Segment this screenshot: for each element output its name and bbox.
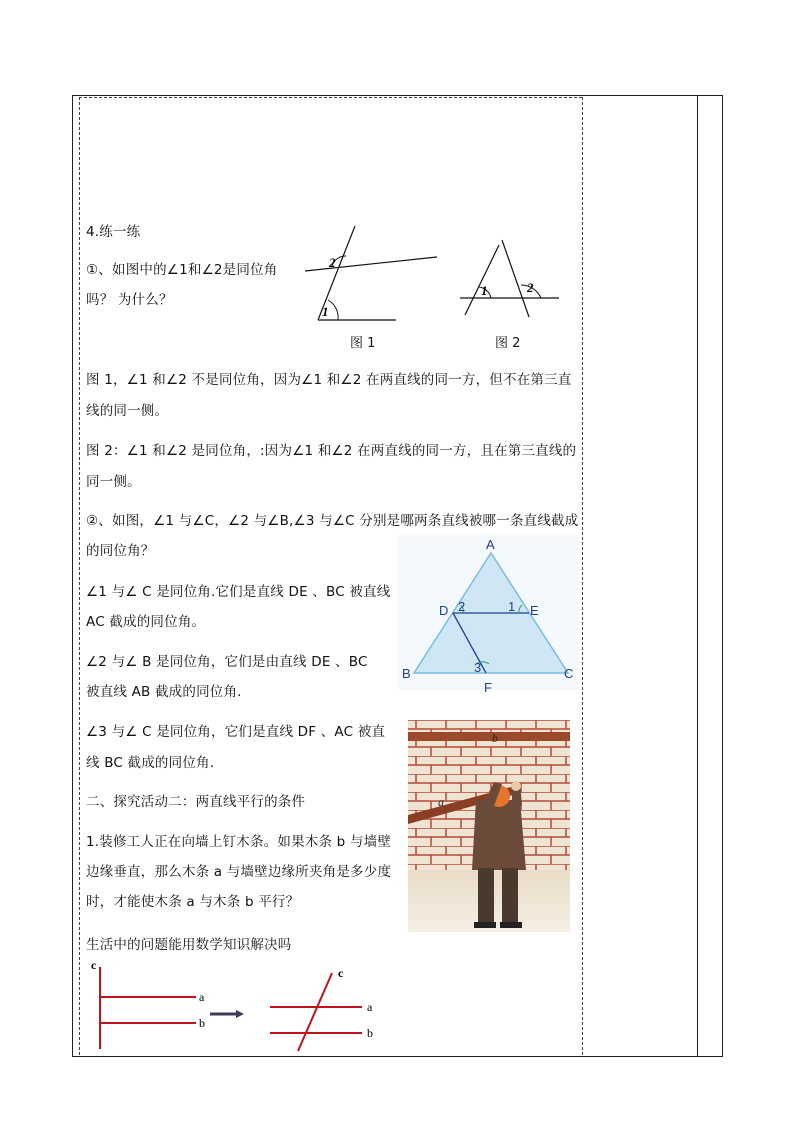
- answer-fig1-line2: 线的同一侧。: [86, 403, 169, 419]
- dashed-border-left: [79, 97, 80, 1055]
- dashed-border-top: [79, 97, 582, 98]
- problem-1-line1: 1.装修工人正在向墙上钉木条。如果木条 b 与墙壁: [86, 834, 392, 850]
- left-fig-label-c: c: [91, 958, 97, 972]
- right-fig-label-b: b: [367, 1026, 373, 1040]
- answer-fig1-line1: 图 1，∠1 和∠2 不是同位角，因为∠1 和∠2 在两直线的同一方，但不在第三直: [86, 372, 572, 388]
- worker-nailing-wood-photo: [408, 720, 570, 932]
- question-2-line2: 的同位角？: [86, 543, 155, 559]
- answer-a1-line1: ∠1 与∠ C 是同位角.它们是直线 DE 、BC 被直线: [86, 584, 391, 600]
- triangle-diagram: [398, 535, 578, 695]
- vertex-a-label: A: [486, 537, 495, 552]
- fig2-angle-2-label: 2: [527, 280, 534, 295]
- table-border-left: [72, 95, 73, 1057]
- table-border-right: [722, 95, 723, 1057]
- answer-a2-line2: 被直线 AB 截成的同位角.: [86, 684, 242, 700]
- answer-a1-line2: AC 截成的同位角。: [86, 614, 206, 630]
- section-2-title: 二、探究活动二：两直线平行的条件: [86, 794, 306, 810]
- question-2-line1: ②、如图，∠1 与∠C，∠2 与∠B,∠3 与∠C 分别是哪两条直线被哪一条直线截成: [86, 513, 579, 529]
- angle-1-label: 1: [508, 599, 516, 614]
- vertex-e-label: E: [530, 603, 539, 618]
- photo-label-a: a: [438, 795, 444, 809]
- question-1-line1: ①、如图中的∠1和∠2是同位角: [86, 262, 278, 278]
- problem-1-line3: 时，才能使木条 a 与木条 b 平行？: [86, 894, 300, 910]
- photo-label-b: b: [492, 731, 498, 745]
- question-1-line2: 吗？ 为什么？: [86, 292, 173, 308]
- fig1-angle-1-label: 1: [322, 304, 329, 319]
- fig1-angle-2-label: 2: [329, 255, 336, 270]
- figure-1-diagram: [300, 220, 445, 330]
- answer-a2-line1: ∠2 与∠ B 是同位角，它们是由直线 DE 、BC: [86, 654, 368, 670]
- parallel-lines-figure: [86, 955, 406, 1055]
- vertex-b-label: B: [402, 666, 411, 681]
- fig2-angle-1-label: 1: [481, 283, 488, 298]
- question-real-life: 生活中的问题能用数学知识解决吗: [86, 937, 292, 953]
- figure-2-diagram: [455, 235, 565, 325]
- vertex-f-label: F: [484, 680, 492, 695]
- figure-2-caption: 图 2: [495, 336, 521, 351]
- vertex-d-label: D: [439, 603, 449, 618]
- left-fig-label-a: a: [199, 990, 205, 1004]
- right-fig-label-a: a: [367, 1000, 373, 1014]
- table-border-bottom: [72, 1056, 722, 1057]
- answer-a3-line2: 线 BC 截成的同位角.: [86, 755, 215, 771]
- problem-1-line2: 边缘垂直，那么木条 a 与墙壁边缘所夹角是多少度: [86, 864, 392, 880]
- vertex-c-label: C: [564, 666, 574, 681]
- answer-a3-line1: ∠3 与∠ C 是同位角，它们是直线 DF 、AC 被直: [86, 724, 386, 740]
- left-fig-label-b: b: [199, 1016, 205, 1030]
- angle-3-label: 3: [474, 660, 482, 675]
- table-border-top: [72, 95, 722, 96]
- section-title: 4.练一练: [86, 224, 141, 240]
- answer-fig2-line2: 同一侧。: [86, 474, 141, 490]
- answer-fig2-line1: 图 2：∠1 和∠2 是同位角，:因为∠1 和∠2 在两直线的同一方，且在第三直线的: [86, 443, 577, 459]
- angle-2-label: 2: [458, 599, 466, 614]
- table-column-divider: [697, 95, 698, 1057]
- right-fig-label-c: c: [338, 966, 344, 980]
- dashed-border-right: [582, 97, 583, 1055]
- figure-1-caption: 图 1: [350, 336, 376, 351]
